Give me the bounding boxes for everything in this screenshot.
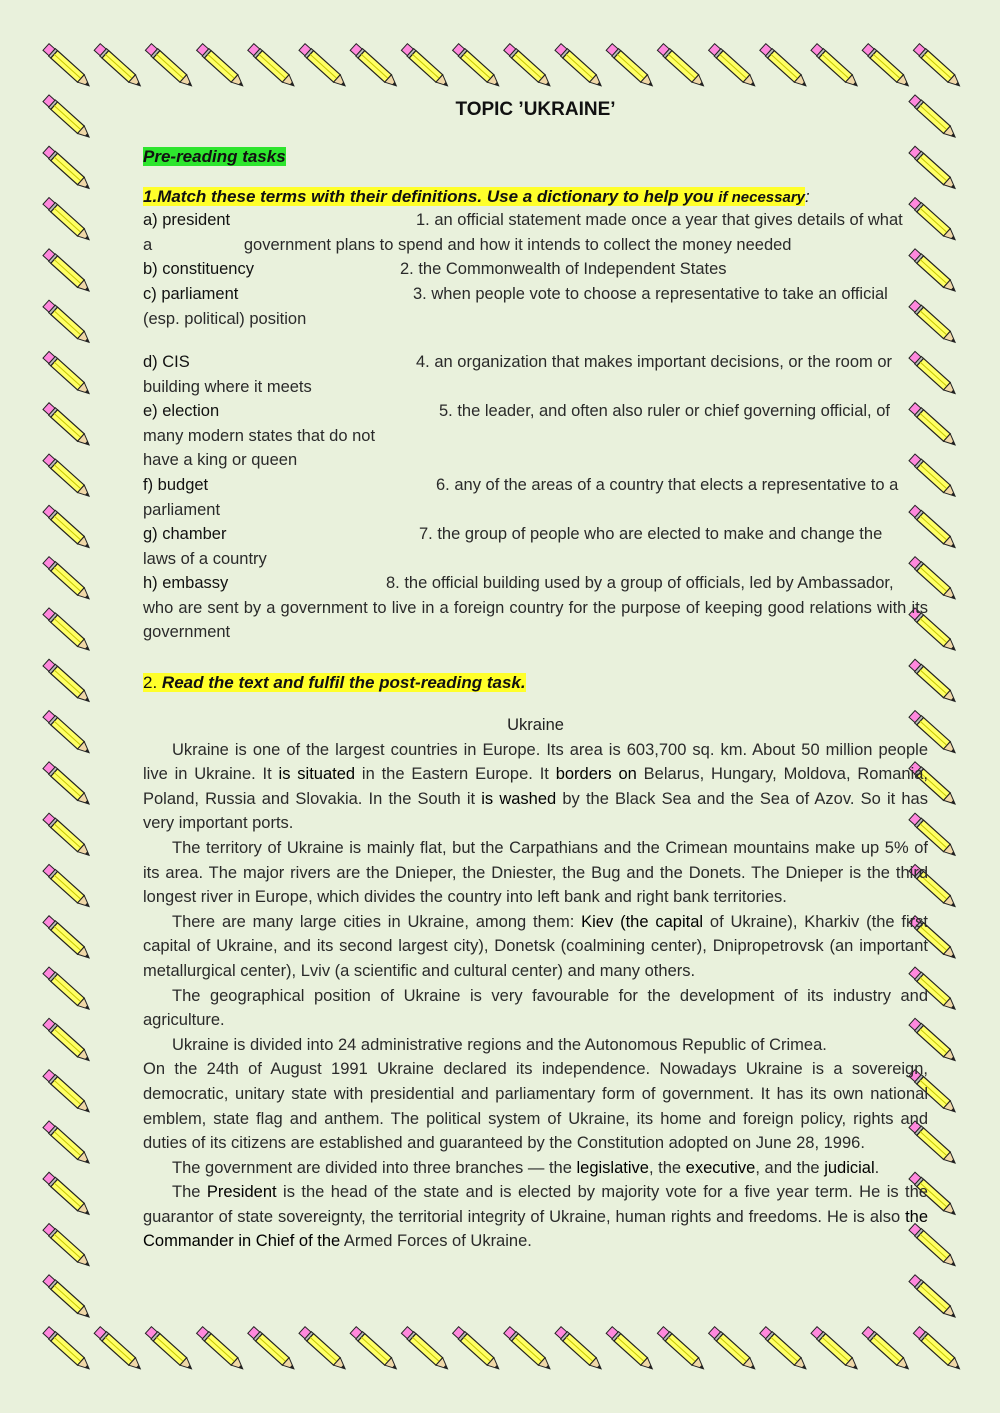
definition-rest: laws of a country [143, 549, 267, 568]
pencil-icon [43, 1223, 93, 1269]
pencil-icon [862, 43, 912, 89]
pencil-icon [196, 43, 246, 89]
term-row [143, 399, 928, 473]
definition-first-line: 7. the group of people who are elected to make and change the [419, 525, 883, 543]
paragraph: On the 24th of August 1991 Ukraine declared its independence. Nowadays Ukraine is a sovereign, democratic, unitary state with presidential and parliamentary form of government. It has its own national emblem, state flag and anthem. The political system of Ukraine, its home and foreign policy, rights and duties of its citizens are established and guaranteed by the Constitution adopted on June 28, 1996. [143, 1060, 928, 1153]
definition-rest: parliament [143, 500, 221, 519]
term-row [143, 257, 928, 282]
pencil-icon [657, 1326, 707, 1372]
term-label: h) embassy [143, 574, 229, 592]
term-row [143, 522, 928, 571]
definition-first-line: 4. an organization that makes important decisions, or the room or [416, 353, 892, 371]
pencil-icon [43, 248, 93, 294]
keyword: President [206, 1183, 277, 1202]
article-title: Ukraine [507, 716, 564, 734]
definition-rest: (esp. political) position [143, 309, 307, 328]
pencil-icon [43, 1069, 93, 1115]
pencil-icon [299, 1326, 349, 1372]
pencil-icon [43, 146, 93, 192]
definition-rest: a government plans to spend and how it intends to collect the money needed [143, 235, 792, 254]
pencil-icon [247, 43, 297, 89]
task1-heading-small: if necessary [718, 189, 806, 206]
task1-heading [143, 185, 810, 211]
pencil-icon [43, 197, 93, 243]
pencil-icon [43, 505, 93, 551]
pencil-icon [43, 864, 93, 910]
pencil-icon [299, 43, 349, 89]
pencil-icon [708, 43, 758, 89]
term-label: b) constituency [143, 260, 254, 278]
pencil-icon [43, 95, 93, 141]
keyword: legislative [576, 1158, 649, 1177]
pencil-icon [555, 1326, 605, 1372]
pencil-icon [43, 402, 93, 448]
term-label: g) chamber [143, 525, 227, 543]
keyword: executive [685, 1158, 756, 1177]
task1-heading-text: 1.Match these terms with their definitions. Use a dictionary to help you [143, 187, 714, 206]
pencil-icon [43, 1121, 93, 1167]
pencil-icon [503, 43, 553, 89]
pencil-icon [43, 1018, 93, 1064]
definition-first-line: 2. the Commonwealth of Independent States [400, 260, 727, 278]
definition-rest: building where it meets [143, 377, 312, 396]
pencil-icon [606, 1326, 656, 1372]
page-title: TOPIC ’UKRAINE’ [455, 99, 616, 120]
term-label: c) parliament [143, 285, 239, 303]
paragraph: Ukraine is one of the largest countries in Europe. Its area is 603,700 sq. km. About 50 million people live in Ukraine. It is situated in the Eastern Europe. It borders on Belarus, Hungary, Moldova, Romania, Poland, Russia and Slovakia. In the South it is washed by the Black Sea and the Sea of Azov. So it has very important ports. [143, 740, 928, 833]
pencil-icon [909, 1274, 959, 1320]
keyword: borders on [555, 765, 637, 784]
task2-heading-text: Read the text and fulfil the post-reading task. [161, 673, 526, 692]
keyword: is situated [278, 765, 356, 784]
pencil-icon [43, 761, 93, 807]
terms-list [143, 208, 928, 645]
pencil-icon [43, 454, 93, 500]
definition-first-line: 5. the leader, and often also ruler or chief governing official, of [439, 402, 890, 420]
pencil-icon [247, 1326, 297, 1372]
paragraph: There are many large cities in Ukraine, among them: Kiev (the capital of Ukraine), Kharkiv (the first capital of Ukraine, and its second largest city), Donetsk (coalmining center), Dnipropetrovsk (an important metallurgical center), Lviv (a scientific and cultural center) and many others. [143, 912, 928, 980]
pre-reading-label: Pre-reading tasks [143, 147, 286, 166]
keyword: judicial [824, 1158, 875, 1177]
pencil-icon [43, 1274, 93, 1320]
pencil-icon [43, 300, 93, 346]
pencil-icon [43, 659, 93, 705]
keyword: the Commander in Chief of the [143, 1207, 928, 1251]
definition-first-line: 1. an official statement made once a year that gives details of what [416, 211, 903, 229]
task2-heading [143, 671, 526, 696]
pencil-icon [909, 146, 959, 192]
pencil-icon [909, 659, 959, 705]
task2-number: 2. [143, 673, 158, 692]
term-row [143, 350, 928, 399]
pencil-icon [350, 1326, 400, 1372]
pencil-icon [759, 43, 809, 89]
term-label: d) CIS [143, 353, 190, 371]
definition-rest: who are sent by a government to live in a foreign country for the purpose of keeping good relations with its government [143, 598, 928, 642]
pencil-icon [43, 351, 93, 397]
definition-first-line: 8. the official building used by a group of officials, led by Ambassador, [386, 574, 894, 592]
pencil-icon [401, 43, 451, 89]
term-row [143, 282, 928, 331]
pencil-icon [503, 1326, 553, 1372]
pencil-icon [452, 1326, 502, 1372]
pencil-icon [145, 1326, 195, 1372]
paragraph: The government are divided into three branches — the legislative, the executive, and the judicial. [172, 1158, 880, 1177]
term-row [143, 473, 928, 522]
pencil-icon [913, 43, 963, 89]
pencil-icon [94, 1326, 144, 1372]
pencil-icon [43, 1326, 93, 1372]
definition-first-line: 6. any of the areas of a country that elects a representative to a [436, 476, 899, 494]
keyword: is washed [481, 789, 557, 808]
paragraph: The geographical position of Ukraine is very favourable for the development of its industry and agriculture. [143, 986, 928, 1030]
term-label: a) president [143, 211, 231, 229]
term-row [143, 571, 928, 645]
paragraph: The territory of Ukraine is mainly flat, but the Carpathians and the Crimean mountains make up 5% of its area. The major rivers are the Dnieper, the Dniester, the Bug and the Donets. The Dnieper is the third longest river in Europe, which divides the country into left bank and right bank territories. [143, 838, 928, 907]
reading-text [143, 713, 928, 1254]
paragraph: The President is the head of the state and is elected by majority vote for a five year term. He is the guarantor of state sovereignty, the territorial integrity of Ukraine, human rights and freedoms. He is also the Commander in Chief of the Armed Forces of Ukraine. [143, 1183, 928, 1251]
pencil-icon [913, 1326, 963, 1372]
pencil-icon [94, 43, 144, 89]
pencil-icon [657, 43, 707, 89]
definition-first-line: 3. when people vote to choose a representative to take an official [413, 285, 888, 303]
pencil-icon [145, 43, 195, 89]
pencil-icon [196, 1326, 246, 1372]
pencil-icon [759, 1326, 809, 1372]
pencil-icon [43, 43, 93, 89]
pencil-icon [350, 43, 400, 89]
pencil-icon [43, 608, 93, 654]
pencil-icon [401, 1326, 451, 1372]
pencil-icon [862, 1326, 912, 1372]
paragraph: Ukraine is divided into 24 administrative regions and the Autonomous Republic of Crimea. [172, 1035, 827, 1054]
pencil-icon [811, 43, 861, 89]
pencil-icon [43, 915, 93, 961]
term-label: f) budget [143, 476, 209, 494]
pre-reading-heading [143, 145, 286, 170]
task1-colon: : [805, 187, 810, 206]
pencil-icon [708, 1326, 758, 1372]
pencil-icon [43, 967, 93, 1013]
pencil-icon [43, 1172, 93, 1218]
definition-rest: many modern states that do not have a king or queen [143, 426, 376, 470]
pencil-icon [606, 43, 656, 89]
keyword: Kiev (the capital [581, 912, 704, 931]
pencil-icon [452, 43, 502, 89]
pencil-icon [811, 1326, 861, 1372]
pencil-icon [43, 813, 93, 859]
term-row [143, 208, 928, 257]
pencil-icon [555, 43, 605, 89]
pencil-icon [43, 710, 93, 756]
term-label: e) election [143, 402, 220, 420]
pencil-icon [43, 556, 93, 602]
